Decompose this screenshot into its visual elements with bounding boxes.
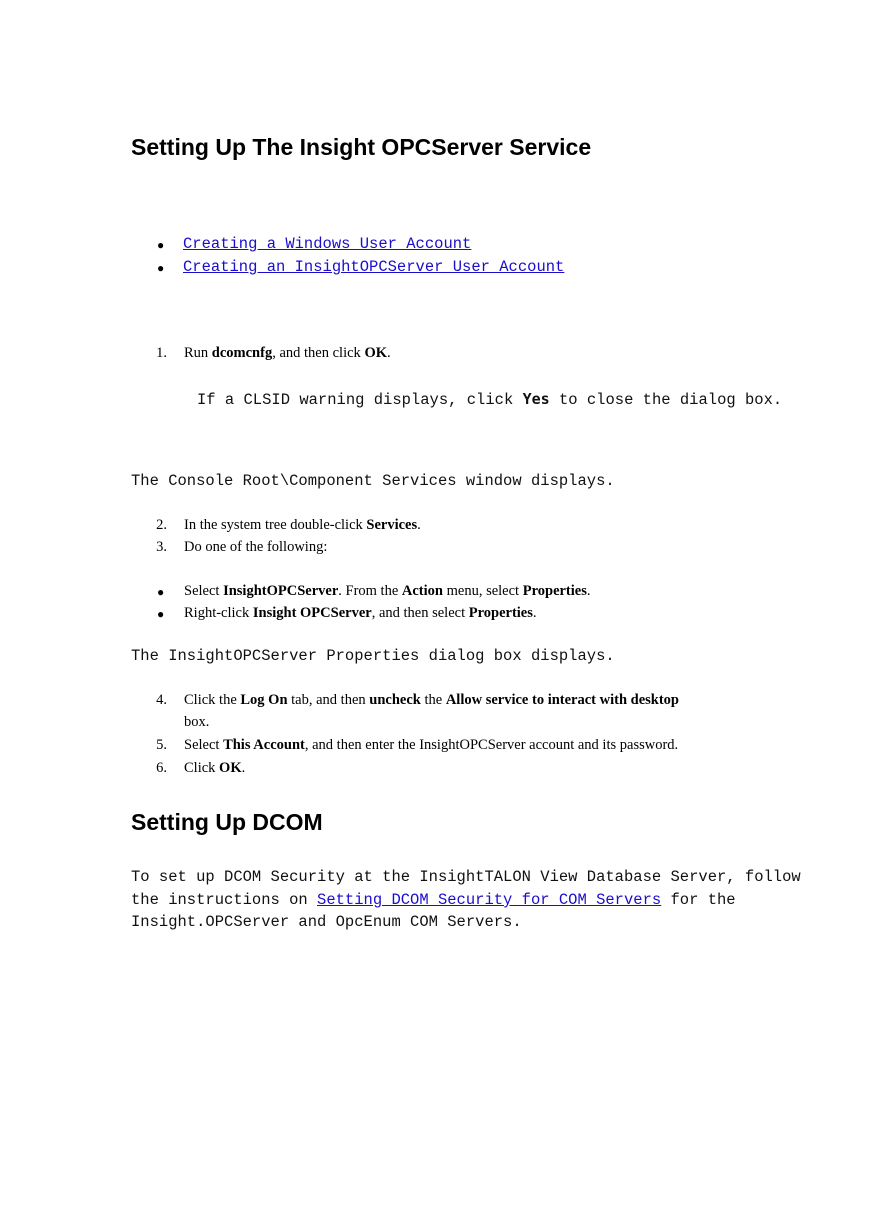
option-text: . From the	[338, 583, 402, 599]
option-text: .	[586, 583, 591, 599]
ok-label: OK	[219, 760, 242, 776]
step-text-part: Click the	[184, 692, 241, 708]
yes-label: Yes	[522, 390, 550, 408]
dcom-text-line	[131, 891, 736, 909]
command-name: dcomcnfg	[211, 345, 273, 361]
step-text-part: the	[420, 692, 446, 708]
bold-term: uncheck	[369, 692, 421, 708]
dcom-text: for the	[661, 891, 736, 909]
step-text-part: Click	[184, 760, 220, 776]
note-text: to close the dialog box.	[549, 391, 783, 409]
bullet-icon: ●	[157, 585, 165, 599]
option-text: Right-click	[184, 605, 253, 621]
step-text-part: .	[387, 345, 391, 361]
step-text	[184, 345, 391, 362]
step-number: 6.	[156, 760, 167, 776]
step-number: 3.	[156, 539, 167, 555]
bold-term: Action	[401, 583, 443, 599]
bold-term: Allow service to interact with desktop	[445, 692, 679, 708]
bold-term: InsightOPCServer	[223, 583, 339, 599]
step-text	[184, 517, 421, 534]
link-create-windows-user-account[interactable]: Creating a Windows User Account	[183, 235, 472, 253]
step-text	[184, 692, 679, 709]
bold-term: Properties	[468, 605, 533, 621]
properties-dialog-text: The InsightOPCServer Properties dialog box displays.	[131, 647, 615, 665]
step-text: Do one of the following:	[184, 539, 328, 555]
dcom-text-line: Insight.OPCServer and OpcEnum COM Servers.	[131, 913, 522, 931]
step-text-continuation: box.	[184, 714, 210, 730]
option-right-click	[184, 605, 537, 622]
bold-term: Insight OPCServer	[252, 605, 372, 621]
step-text-part: Select	[184, 737, 224, 753]
step-text-part: , and then enter the InsightOPCServer account and its password.	[304, 737, 679, 753]
bold-term: Properties	[522, 583, 587, 599]
step-text-part: .	[241, 760, 246, 776]
dcom-text: the instructions on	[131, 891, 318, 909]
bullet-icon: ●	[157, 607, 165, 621]
step-text	[184, 760, 245, 777]
link-setting-dcom-security[interactable]: Setting DCOM Security for COM Servers	[317, 891, 662, 909]
option-select-properties	[184, 583, 591, 600]
link-create-insightopcserver-user-account[interactable]: Creating an InsightOPCServer User Account	[183, 258, 565, 276]
step-number: 5.	[156, 737, 167, 753]
console-root-text: The Console Root\Component Services window displays.	[131, 472, 615, 490]
clsid-note	[197, 390, 782, 409]
step-number: 4.	[156, 692, 167, 708]
step-text	[184, 737, 678, 754]
bold-term: Log On	[240, 692, 288, 708]
step-text-part: , and then click	[272, 345, 365, 361]
step-text-part: .	[417, 517, 421, 533]
page-title: Setting Up The Insight OPCServer Service	[131, 134, 592, 160]
option-text: .	[532, 605, 537, 621]
step-text-part: Run	[184, 345, 212, 361]
bullet-icon: ●	[157, 238, 165, 252]
step-number: 1.	[156, 345, 167, 361]
option-text: menu, select	[442, 583, 523, 599]
option-text: , and then select	[371, 605, 469, 621]
option-text: Select	[184, 583, 224, 599]
section-title-dcom: Setting Up DCOM	[131, 809, 323, 835]
note-text: If a CLSID warning displays, click	[197, 391, 523, 409]
bullet-icon: ●	[157, 261, 165, 275]
step-text-part: In the system tree double-click	[184, 517, 367, 533]
bold-term: This Account	[223, 737, 305, 753]
step-text-part: tab, and then	[287, 692, 370, 708]
services-label: Services	[366, 517, 418, 533]
step-number: 2.	[156, 517, 167, 533]
dcom-text-line: To set up DCOM Security at the InsightTALON View Database Server, follow	[131, 868, 801, 886]
ok-label: OK	[364, 345, 387, 361]
